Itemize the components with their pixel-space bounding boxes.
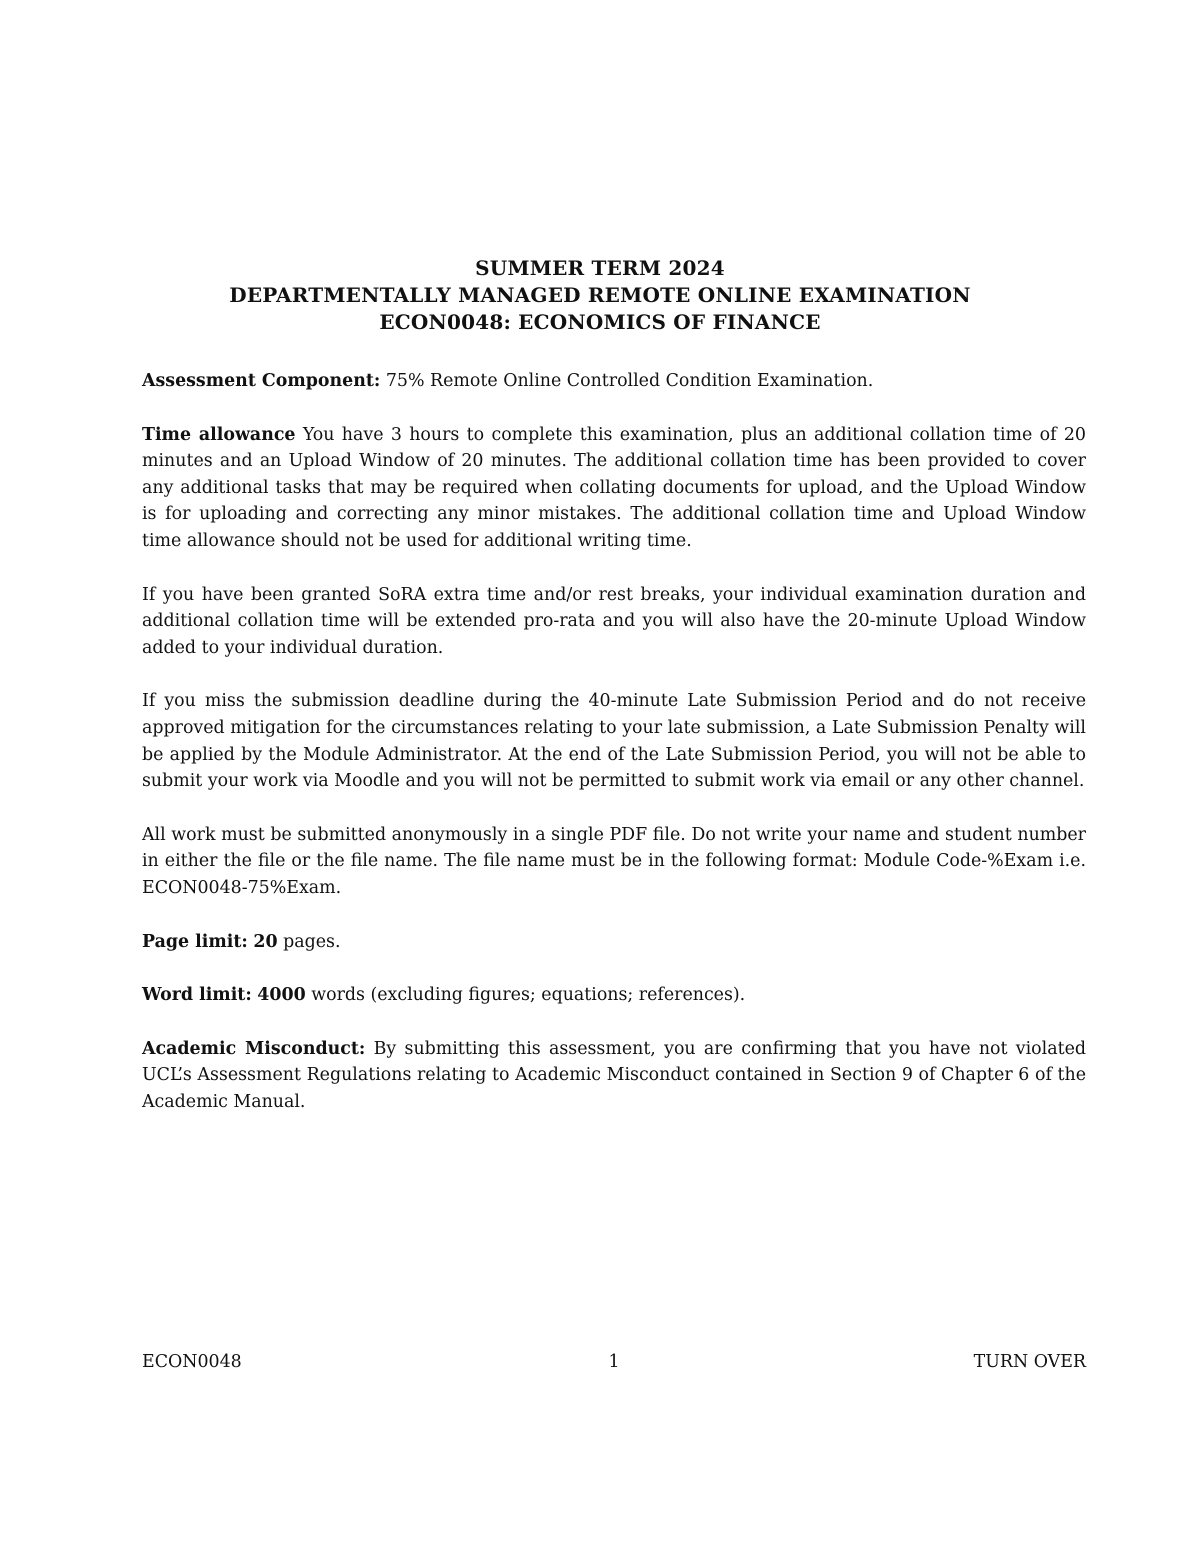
word-limit-label: Word limit: [142, 985, 252, 1006]
time-allowance-text: You have 3 hours to complete this examination, plus an additional collation time of 20 minutes and an Upload Window of 20 minutes. The additional collation time has been provided to cover any additional tasks that may be required when collating documents for upload, and the Upload Window is for uploading and correcting any minor mistakes. The additional collation time and Upload Window time allowance should not be used for additional writing time. [142, 424, 1086, 551]
word-limit-value: 4000 [257, 985, 306, 1006]
page-footer [142, 1352, 1086, 1380]
academic-misconduct-paragraph [142, 1036, 1086, 1116]
page-limit-label: Page limit: [142, 931, 248, 952]
exam-header [0, 255, 1200, 336]
exam-type-title: DEPARTMENTALLY MANAGED REMOTE ONLINE EXAMINATION [229, 283, 971, 307]
academic-misconduct-text: By submitting this assessment, you are confirming that you have not violated UCL’s Assessment Regulations relating to Academic Misconduct contained in Section 9 of Chapter 6 of the Academic Manual. [142, 1038, 1086, 1112]
page-limit-value: 20 [253, 931, 278, 952]
assessment-component-text: 75% Remote Online Controlled Condition Examination. [380, 371, 874, 391]
module-title: ECON0048: ECONOMICS OF FINANCE [379, 310, 821, 334]
footer-module-code: ECON0048 [142, 1352, 242, 1372]
footer-page-number: 1 [608, 1352, 620, 1372]
late-submission-paragraph: If you miss the submission deadline during the 40-minute Late Submission Period and do not receive approved mitigation for the circumstances relating to your late submission, a Late Submission Penalty will be applied by the Module Administrator. At the end of the Late Submission Period, you will not be able to submit your work via Moodle and you will not be permitted to submit work via email or any other channel. [142, 691, 1086, 792]
page-limit-suffix: pages. [277, 931, 341, 952]
time-allowance-label: Time allowance [142, 424, 296, 445]
term-title: SUMMER TERM 2024 [475, 256, 725, 280]
page-limit-paragraph [142, 929, 1086, 956]
submission-format-paragraph: All work must be submitted anonymously in a single PDF file. Do not write your name and student number in either the file or the file name. The file name must be in the following format: Module Code-%Exam i.e. ECON0048-75%Exam. [142, 824, 1086, 898]
word-limit-paragraph [142, 982, 1086, 1009]
academic-misconduct-label: Academic Misconduct: [142, 1038, 366, 1059]
time-allowance-paragraph [142, 422, 1086, 555]
word-limit-suffix: words (excluding figures; equations; references). [305, 985, 746, 1006]
assessment-component-paragraph [142, 368, 1086, 395]
assessment-component-label: Assessment Component: [142, 371, 381, 391]
sora-paragraph: If you have been granted SoRA extra time and/or rest breaks, your individual examination duration and additional collation time will be extended pro-rata and you will also have the 20-minute Upload Window added to your individual duration. [142, 584, 1086, 658]
instructions-body [142, 368, 1086, 1142]
footer-turn-over: TURN OVER [973, 1352, 1086, 1372]
